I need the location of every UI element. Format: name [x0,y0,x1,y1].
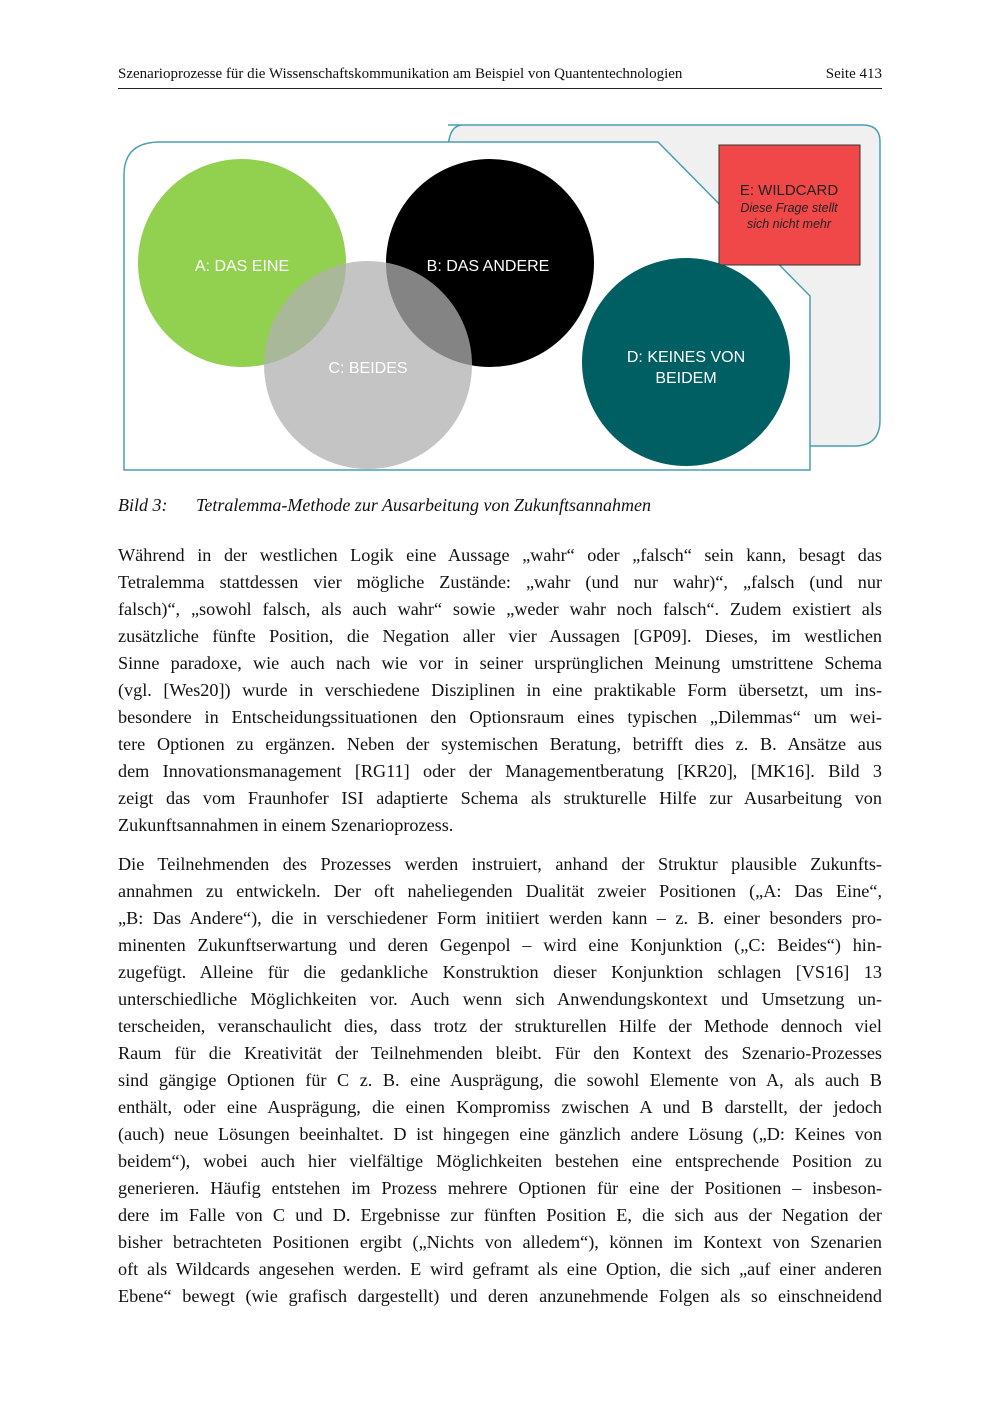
text-line: Zukunftsannahmen in einem Szenarioprozess. [118,815,454,835]
circle-d-label-line2: BEIDEM [655,370,717,387]
text-line: (auch) neue Lösungen beeinhaltet. D ist hingegen eine gänzlich andere Lösung („D: Keines von [118,1124,882,1144]
circle-c-label: C: BEIDES [328,360,408,377]
text-line: unterschiedliche Möglichkeiten vor. Auch wenn sich Anwendungskontext und Umsetzung un- [118,989,882,1009]
circle-d-label-line1: D: KEINES VON [626,349,746,366]
text-line: Raum für die Kreativität der Teilnehmenden bleibt. Für den Kontext des Szenario-Prozesses [118,1043,882,1063]
text-line: falsch)“, „sowohl falsch, als auch wahr“ sowie „weder wahr noch falsch“. Zudem existiert als [118,599,882,619]
caption-text: Tetralemma-Methode zur Ausarbeitung von Zukunftsannahmen [196,495,651,515]
circle-a-label: A: DAS EINE [194,258,290,275]
text-line: oft als Wildcards angesehen werden. E wird geframt als eine Option, die sich „auf einer anderen [118,1259,882,1279]
caption-label: Bild 3: [118,495,168,515]
circle-b-label: B: DAS ANDERE [426,258,550,275]
running-header-title: Szenarioprozesse für die Wissenschaftskommunikation am Beispiel von Quantentechnologien [118,66,683,82]
text-line: annahmen zu entwickeln. Der oft naheliegenden Dualität zweier Positionen („A: Das Eine“, [118,881,882,901]
text-line: dem Innovationsmanagement [RG11] oder der Managementberatung [KR20], [MK16]. Bild 3 [118,761,882,781]
tetralemma-figure [118,120,884,478]
wildcard-text-line2: sich nicht mehr [746,217,832,231]
text-line: enthält, oder eine Ausprägung, die einen Kompromiss zwischen A und B darstellt, der jedoch [118,1097,882,1117]
tetralemma-diagram [118,120,884,478]
text-line: besondere in Entscheidungssituationen den Optionsraum eines typischen „Dilemmas“ um wei- [118,707,882,727]
text-line: bisher betrachteten Positionen ergibt („Nichts von alledem“), können im Kontext von Szenarien [118,1232,882,1252]
text-line: terscheiden, veranschaulicht dies, dass trotz der strukturellen Hilfe der Methode dennoch viel [118,1016,882,1036]
text-line: (vgl. [Wes20]) wurde in verschiedene Disziplinen in eine praktikable Form übersetzt, um ins- [118,680,882,700]
text-line: Die Teilnehmenden des Prozesses werden instruiert, anhand der Struktur plausible Zukunfts- [118,854,882,874]
text-line: zeigt das vom Fraunhofer ISI adaptierte Schema als strukturelle Hilfe zur Ausarbeitung von [118,788,882,808]
text-line: Sinne paradoxe, wie auch nach wie vor in seiner ursprünglichen Meinung umstrittene Schema [118,653,882,673]
text-line: dere im Falle von C und D. Ergebnisse zur fünften Position E, die sich aus der Negation der [118,1205,882,1225]
text-line: Ebene“ bewegt (wie grafisch dargestellt) und deren anzunehmende Folgen als so einschneidend [118,1286,882,1306]
text-line: Tetralemma stattdessen vier mögliche Zustände: „wahr (und nur wahr)“, „falsch (und nur [118,572,882,592]
page-number: Seite 413 [825,66,882,82]
text-line: beidem“), wobei auch hier vielfältige Möglichkeiten bestehen eine entsprechende Position zu [118,1151,882,1171]
text-line: „B: Das Andere“), die in verschiedener Form initiiert werden kann – z. B. einer besonders pro- [118,908,882,928]
text-line: zugefügt. Alleine für die gedankliche Konstruktion dieser Konjunktion schlagen [VS16] 13 [118,962,882,982]
text-line: zusätzliche fünfte Position, die Negation aller vier Aussagen [GP09]. Dieses, im westlichen [118,626,882,646]
running-header [118,62,882,89]
text-line: tere Optionen zu ergänzen. Neben der systemischen Beratung, betrifft dies z. B. Ansätze aus [118,734,882,754]
wildcard-title: E: WILDCARD [739,182,839,199]
text-line: minenten Zukunftserwartung und deren Gegenpol – wird eine Konjunktion („C: Beides“) hin- [118,935,882,955]
text-line: sind gängige Optionen für C z. B. eine Ausprägung, die sowohl Elemente von A, als auch B [118,1070,882,1090]
paragraph-2 [118,851,882,1310]
paragraph-1 [118,542,882,839]
text-line: generieren. Häufig entstehen im Prozess mehrere Optionen für eine der Positionen – insbeson- [118,1178,882,1198]
wildcard-text-line1: Diese Frage stellt [740,201,838,215]
figure-caption [118,495,882,516]
text-line: Während in der westlichen Logik eine Aussage „wahr“ oder „falsch“ sein kann, besagt das [118,545,882,565]
